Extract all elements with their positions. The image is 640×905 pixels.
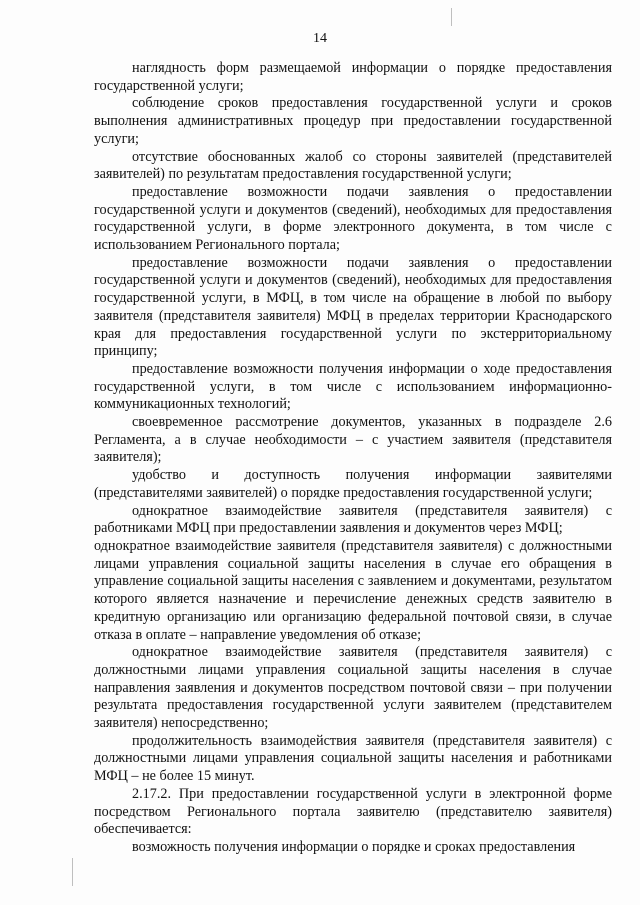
paragraph-timely-review: своевременное рассмотрение документов, указанных в подразделе 2.6 Регламента, а в случае необходимости – с участием заявителя (представителя заявителя);: [94, 414, 612, 466]
paragraph-electronic-application: предоставление возможности подачи заявления о предоставлении государственной услуги и документов (сведений), необходимых для предоставления государственной услуги, в форме электронного документа, в том числе с использованием Регионального портала;: [94, 183, 612, 254]
body-text: [94, 60, 612, 857]
paragraph-information-access: удобство и доступность получения информации заявителями (представителями заявителей) о порядке предоставления государственной услуги;: [94, 467, 612, 501]
paragraph-visual-forms: наглядность форм размещаемой информации о порядке предоставления государственной услуги;: [94, 60, 612, 94]
page-number: 14: [313, 31, 327, 46]
scan-mark-top: [451, 8, 452, 26]
scan-mark-left: [72, 858, 73, 886]
paragraph-mfc-interaction: однократное взаимодействие заявителя (представителя заявителя) с работниками МФЦ при предоставлении заявления и документов через МФЦ;: [94, 502, 612, 537]
paragraph-no-complaints: отсутствие обоснованных жалоб со стороны заявителей (представителей заявителей) по результатам предоставления государственной услуги;: [94, 148, 612, 183]
paragraph-mfc-application: предоставление возможности подачи заявления о предоставлении государственной услуги и документов (сведений), необходимых для предоставления государственной услуги, в МФЦ, в том числе на обращение в любой по выбору заявителя (представителя заявителя) МФЦ в пределах территории Краснодарского края для предоставления государственной услуги по экстерриториальному принципу;: [94, 254, 612, 360]
paragraph-status-information: предоставление возможности получения информации о ходе предоставления государственной услуги, в том числе с использованием информационно-коммуникационных технологий;: [94, 360, 612, 413]
paragraph-deadline-compliance: соблюдение сроков предоставления государственной услуги и сроков выполнения административных процедур при предоставлении государственной услуги;: [94, 95, 612, 147]
paragraph-information-availability: возможность получения информации о порядке и сроках предоставления: [132, 838, 576, 855]
paragraph-interaction-duration: продолжительность взаимодействия заявителя (представителя заявителя) с должностными лицами управления социальной защиты населения и работниками МФЦ – не более 15 минут.: [94, 732, 612, 785]
paragraph-social-protection-interaction: однократное взаимодействие заявителя (представителя заявителя) с должностными лицами управления социальной защиты населения в случае его обращения в управление социальной защиты населения с заявлением и документами, результатом которого является назначение и перечисление денежных средств заявителю в кредитную организацию или организацию федеральной почтовой связи, в случае отказа в оплате – направление уведомления об отказе;: [94, 537, 612, 643]
paragraph-postal-interaction: однократное взаимодействие заявителя (представителя заявителя) с должностными лицами управления социальной защиты населения в случае направления заявления и документов посредством почтовой связи – при получении результата предоставления государственной услуги заявителем (представителем заявителя) непосредственно;: [94, 644, 612, 732]
paragraph-section-2-17-2: 2.17.2. При предоставлении государственной услуги в электронной форме посредством Регионального портала заявителю (представителю заявителя) обеспечивается:: [94, 785, 612, 838]
